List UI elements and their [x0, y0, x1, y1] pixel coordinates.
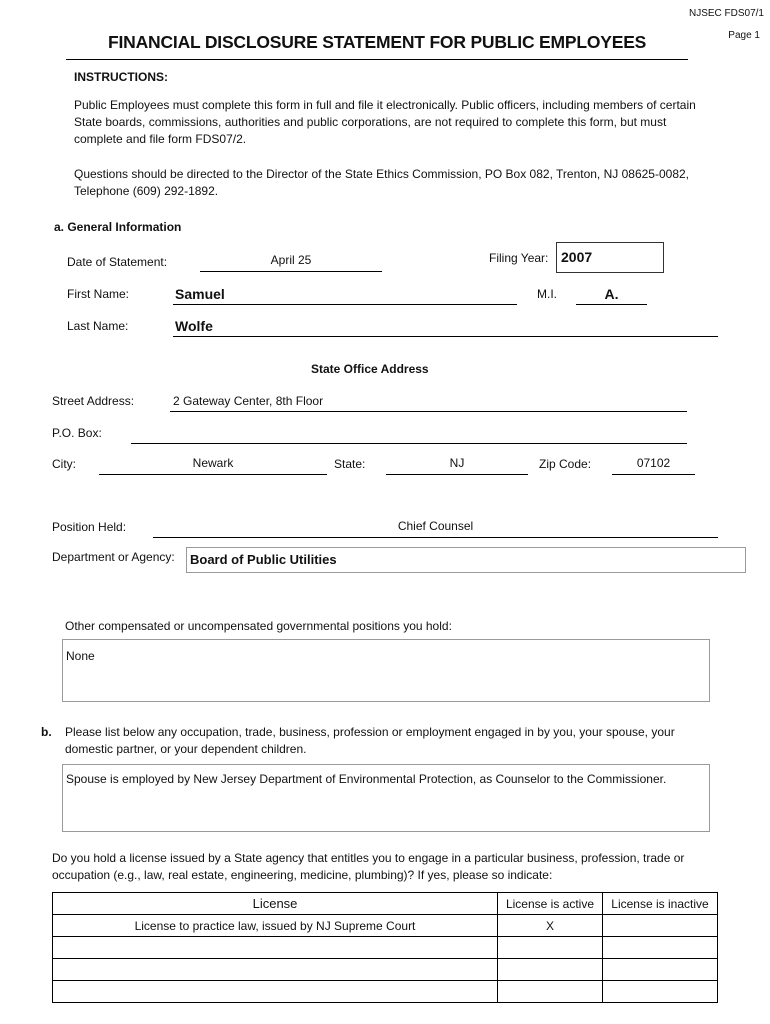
mi-value: A.: [604, 286, 619, 302]
license-table-header: [53, 893, 718, 915]
other-positions-field[interactable]: [62, 639, 710, 702]
po-box-field[interactable]: [131, 425, 687, 444]
general-info-heading: a. General Information: [54, 220, 182, 234]
filing-year-field[interactable]: [556, 242, 664, 273]
license-table: [52, 892, 718, 1003]
license-question: Do you hold a license issued by a State agency that entitles you to engage in a particular business, profession, trade or occupation (e.g., law, real estate, engineering, medicine, plumbing)? If yes, please so indicate:: [52, 851, 685, 882]
state-label: State:: [334, 457, 366, 471]
state-value: NJ: [449, 456, 465, 470]
inactive-cell[interactable]: [603, 959, 718, 981]
zip-code-label: Zip Code:: [539, 457, 592, 471]
date-of-statement-field[interactable]: [200, 253, 382, 272]
title-rule: [66, 59, 688, 60]
filing-year-label: Filing Year:: [489, 251, 549, 265]
section-b-marker: b.: [41, 725, 52, 739]
other-positions-value: None: [66, 649, 95, 663]
license-column-header: License: [53, 893, 498, 915]
city-label: City:: [52, 457, 76, 471]
street-address-value: 2 Gateway Center, 8th Floor: [173, 394, 324, 408]
inactive-column-header: License is inactive: [603, 893, 718, 915]
last-name-value: Wolfe: [175, 318, 213, 334]
license-cell[interactable]: [53, 959, 498, 981]
page-title: FINANCIAL DISCLOSURE STATEMENT FOR PUBLIC EMPLOYEES: [108, 32, 647, 52]
department-label: Department or Agency:: [52, 550, 175, 564]
position-held-label: Position Held:: [52, 520, 127, 534]
city-field[interactable]: [99, 456, 327, 475]
active-cell[interactable]: [498, 937, 603, 959]
first-name-label: First Name:: [67, 287, 130, 301]
active-cell[interactable]: [498, 959, 603, 981]
occupation-field[interactable]: [62, 764, 710, 832]
zip-code-value: 07102: [636, 456, 671, 470]
filing-year-value: 2007: [561, 249, 593, 265]
license-cell[interactable]: [53, 981, 498, 1003]
state-field[interactable]: [386, 456, 528, 475]
mi-field[interactable]: [576, 286, 647, 305]
inactive-cell[interactable]: [603, 981, 718, 1003]
inactive-cell[interactable]: [603, 915, 718, 937]
active-cell[interactable]: [498, 981, 603, 1003]
department-value: Board of Public Utilities: [190, 552, 337, 567]
last-name-label: Last Name:: [67, 319, 129, 333]
instructions-heading: INSTRUCTIONS:: [74, 70, 168, 84]
instructions-paragraph-2: Questions should be directed to the Director of the State Ethics Commission, PO Box 082, Trenton, NJ 08625-0082, Telephone (609) 292-1892.: [74, 167, 689, 198]
form-code: NJSEC FDS07/1: [688, 8, 764, 19]
position-held-value: Chief Counsel: [397, 519, 474, 533]
first-name-value: Samuel: [175, 286, 225, 302]
page-number: Page 1: [728, 30, 760, 41]
date-of-statement-value: April 25: [270, 253, 312, 267]
street-address-field[interactable]: [170, 393, 687, 412]
zip-code-field[interactable]: [612, 456, 695, 475]
inactive-cell[interactable]: [603, 937, 718, 959]
license-cell[interactable]: [53, 937, 498, 959]
office-address-heading: State Office Address: [311, 362, 429, 376]
first-name-field[interactable]: [173, 286, 517, 305]
street-address-label: Street Address:: [52, 394, 135, 408]
last-name-field[interactable]: [173, 318, 718, 337]
po-box-label: P.O. Box:: [52, 426, 102, 440]
table-row: [53, 959, 718, 981]
table-row: [53, 915, 718, 937]
city-value: Newark: [192, 456, 234, 470]
other-positions-label: Other compensated or uncompensated governmental positions you hold:: [65, 619, 452, 633]
license-cell[interactable]: License to practice law, issued by NJ Supreme Court: [53, 915, 498, 937]
instructions-paragraph-1: Public Employees must complete this form in full and file it electronically. Public officers, including members of certain State boards, commissions, authorities and public corporations, are not required to complete this form, but must complete and file form FDS07/2.: [74, 98, 696, 146]
table-row: [53, 981, 718, 1003]
active-column-header: License is active: [498, 893, 603, 915]
mi-label: M.I.: [537, 287, 557, 301]
date-of-statement-label: Date of Statement:: [67, 255, 168, 269]
active-cell[interactable]: X: [498, 915, 603, 937]
occupation-value: Spouse is employed by New Jersey Department of Environmental Protection, as Counselor to the Commissioner.: [66, 772, 667, 786]
department-field[interactable]: [186, 547, 746, 573]
table-row: [53, 937, 718, 959]
position-held-field[interactable]: [153, 519, 718, 538]
section-b-question: Please list below any occupation, trade, business, profession or employment engaged in by you, your spouse, your domestic partner, or your dependent children.: [65, 725, 675, 756]
